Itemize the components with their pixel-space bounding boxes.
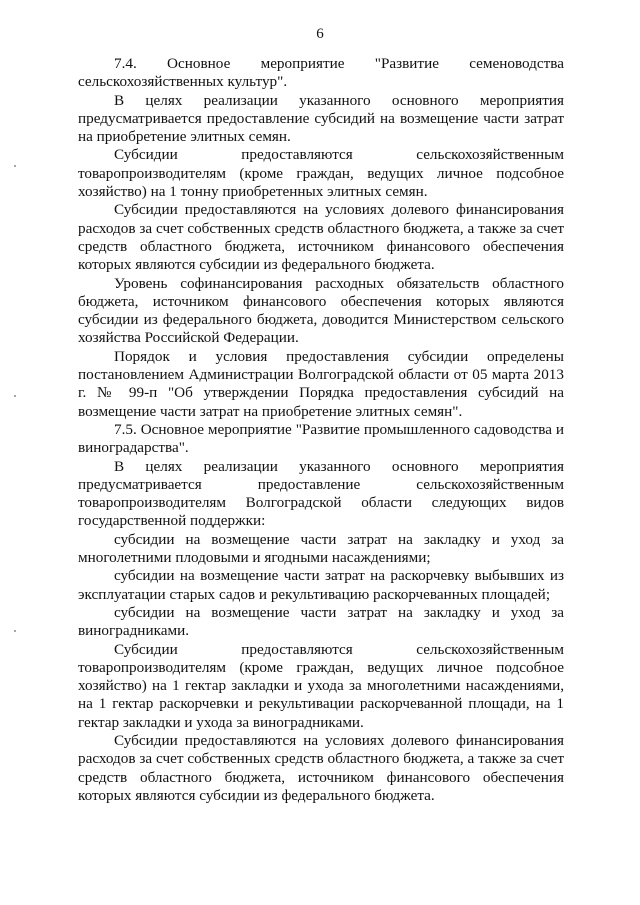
scan-speck — [14, 395, 16, 397]
list-item: субсидии на возмещение части затрат на закладку и уход за многолетними плодовыми и ягодными насаждениями; — [78, 530, 564, 567]
scan-speck — [14, 165, 16, 167]
list-item: субсидии на возмещение части затрат на раскорчевку выбывших из эксплуатации старых садов и рекультивацию раскорчеванных площадей; — [78, 567, 564, 603]
document-body — [78, 55, 564, 805]
paragraph: Субсидии предоставляются сельскохозяйственным товаропроизводителям (кроме граждан, ведущих личное подсобное хозяйство) на 1 гектар закладки и ухода за многолетними насаждениями, на 1 гектар раскорчевки и рекультивации раскорчеванной площади, на 1 гектар закладки и ухода за виноградниками. — [78, 640, 564, 731]
paragraph: В целях реализации указанного основного мероприятия предусматривается предоставление субсидий на возмещение части затрат на приобретение элитных семян. — [78, 91, 564, 146]
paragraph: Субсидии предоставляются сельскохозяйственным товаропроизводителям (кроме граждан, ведущих личное подсобное хозяйство) на 1 тонну приобретенных элитных семян. — [78, 146, 564, 201]
paragraph: Порядок и условия предоставления субсидии определены постановлением Администрации Волгоградской области от 05 марта 2013 г. № 99-п "Об утверждении Порядка предоставления субсидий на возмещение части затрат на приобретение элитных семян". — [78, 347, 564, 420]
paragraph: В целях реализации указанного основного мероприятия предусматривается предоставление сельскохозяйственным товаропроизводителям Волгоградской области следующих видов государственной поддержки: — [78, 457, 564, 530]
section-heading-7-5: 7.5. Основное мероприятие "Развитие промышленного садоводства и виноградарства". — [78, 420, 564, 457]
paragraph: Субсидии предоставляются на условиях долевого финансирования расходов за счет собственных средств областного бюджета, а также за счет средств областного бюджета, источником финансового обеспечения которых являются субсидии из федерального бюджета. — [78, 731, 564, 804]
list-item: субсидии на возмещение части затрат на закладку и уход за виноградниками. — [78, 603, 564, 640]
scan-speck — [14, 630, 16, 632]
paragraph: Уровень софинансирования расходных обязательств областного бюджета, источником финансового обеспечения которых являются субсидии из федерального бюджета, доводится Министерством сельского хозяйства Российской Федерации. — [78, 274, 564, 347]
section-heading-7-4: 7.4. Основное мероприятие "Развитие семеноводства сельскохозяйственных культур". — [78, 55, 564, 91]
page-number: 6 — [316, 26, 324, 42]
paragraph: Субсидии предоставляются на условиях долевого финансирования расходов за счет собственных средств областного бюджета, а также за счет средств областного бюджета, источником финансового обеспечения которых являются субсидии из федерального бюджета. — [78, 201, 564, 274]
